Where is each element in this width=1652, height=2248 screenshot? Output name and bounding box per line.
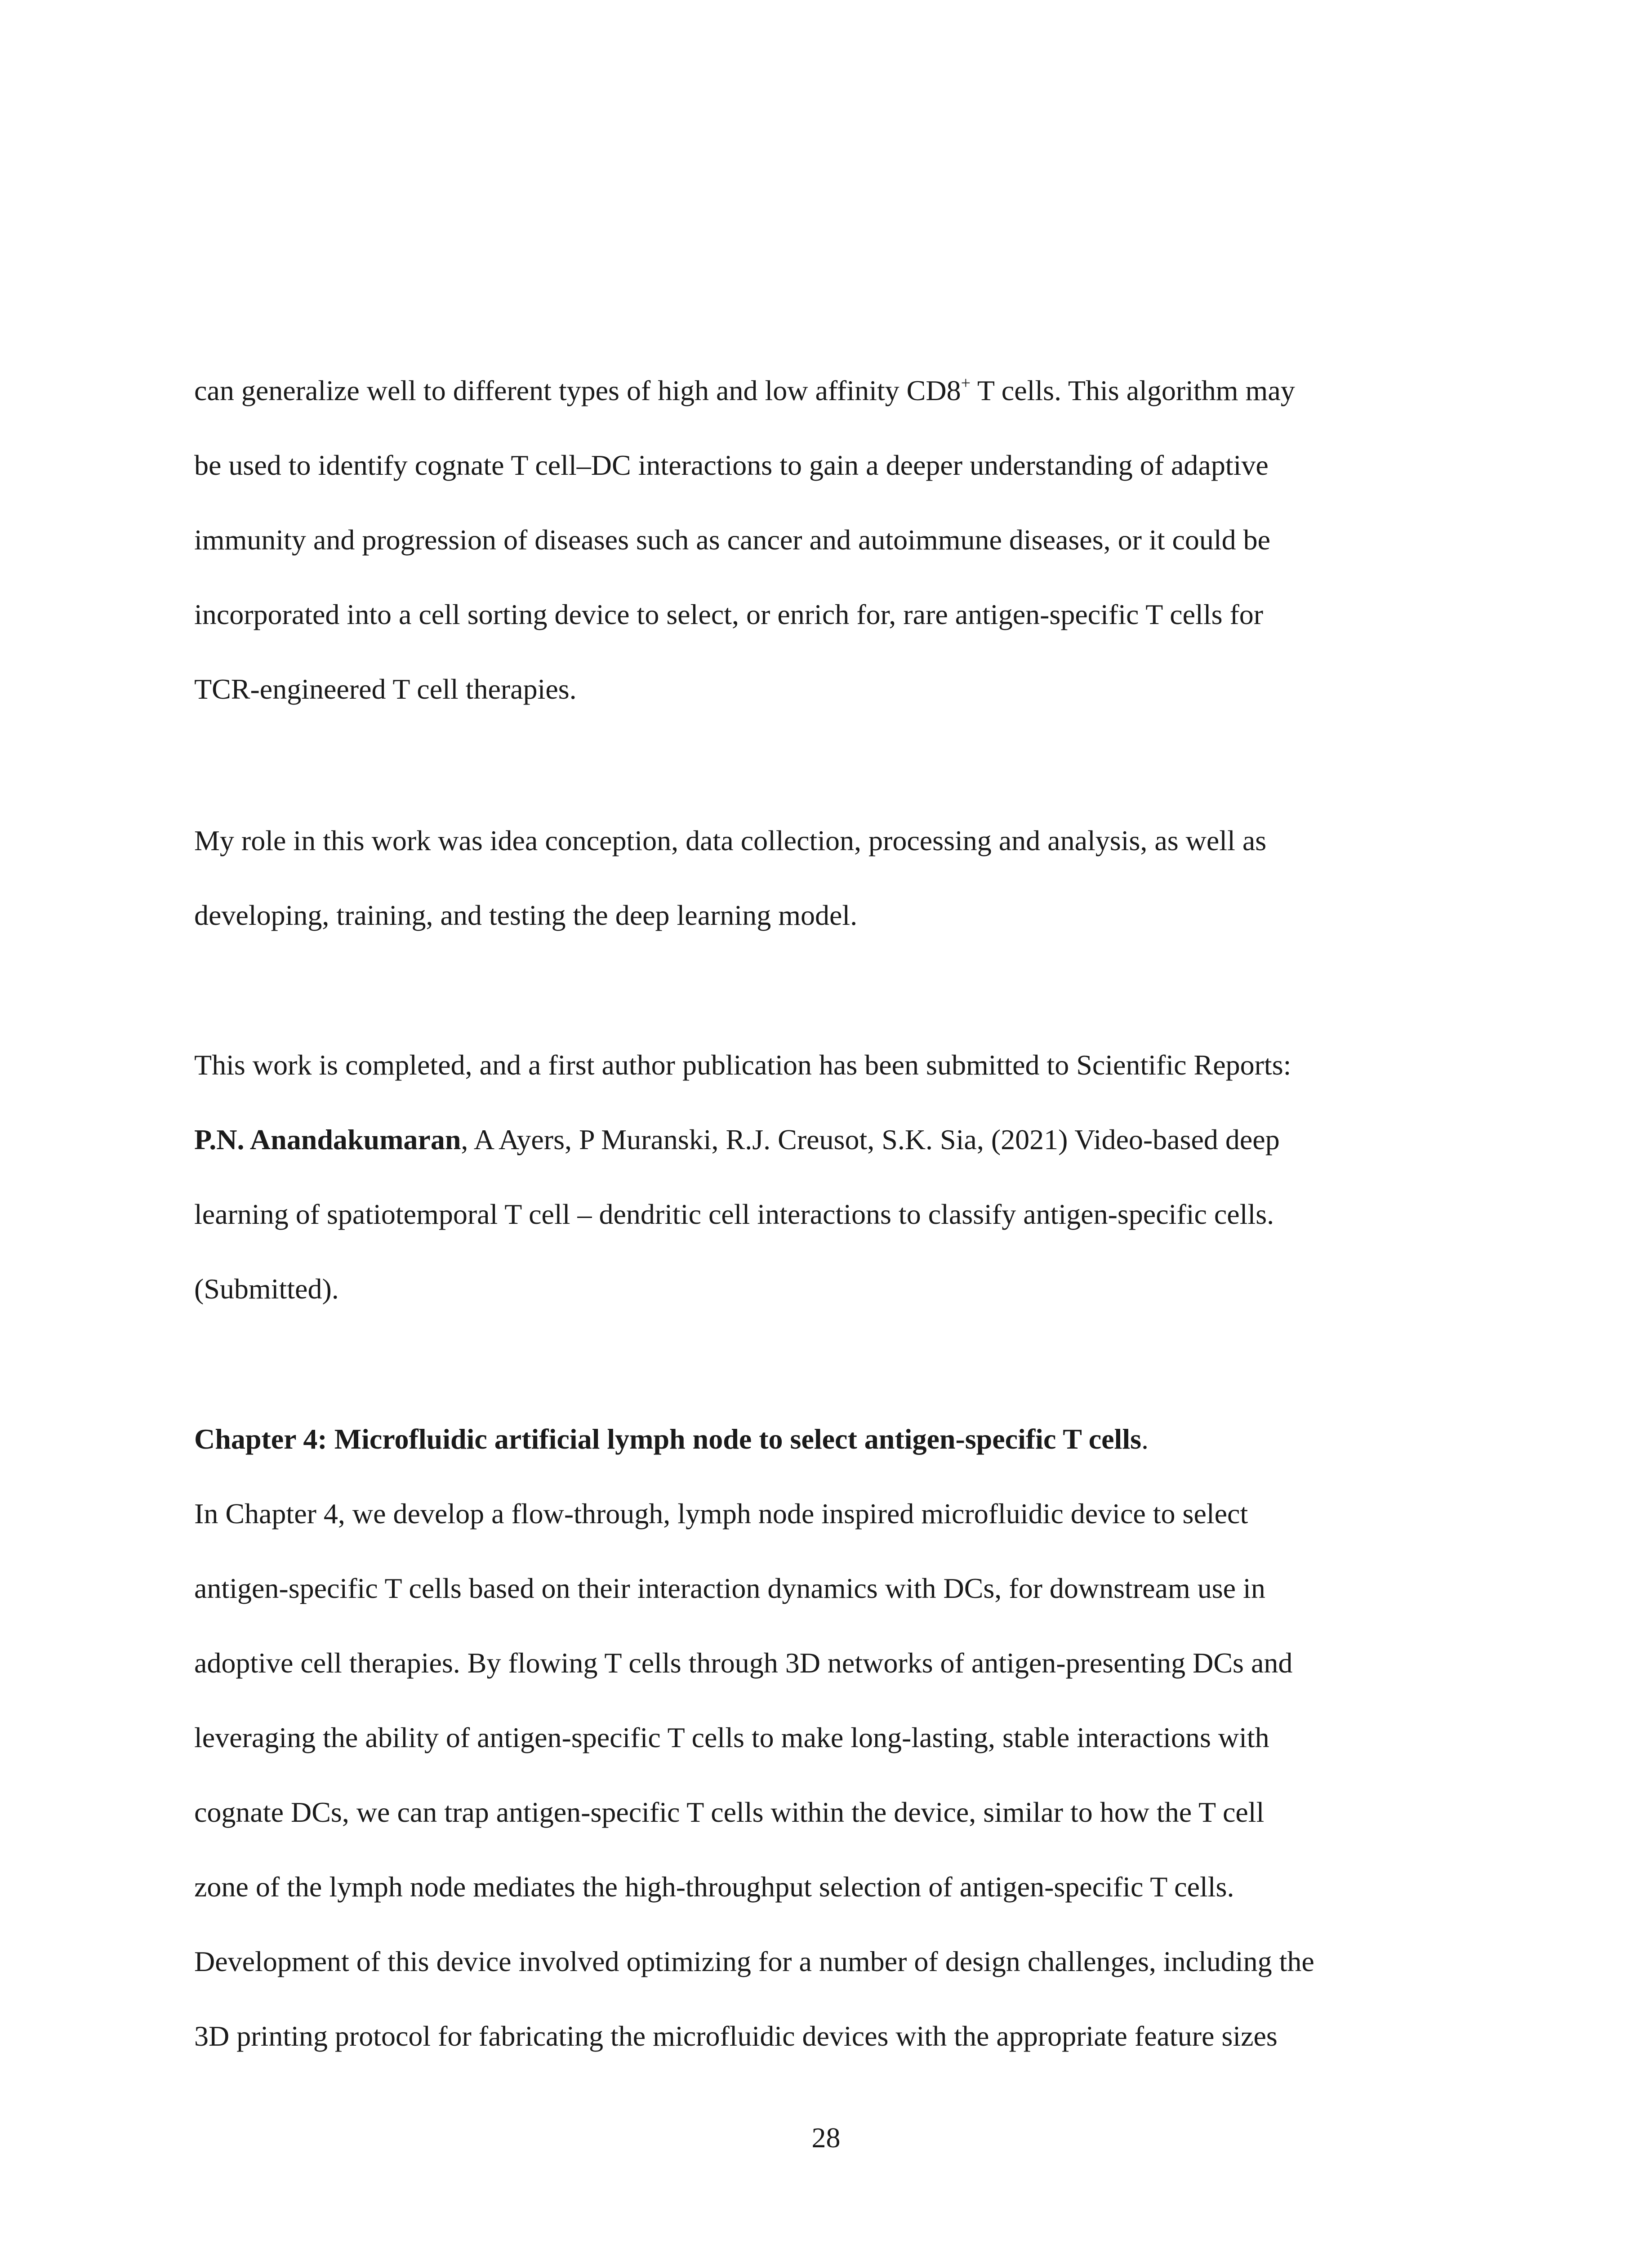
text-line: In Chapter 4, we develop a flow-through, lymph node inspired microfluidic device to select [194, 1498, 1248, 1530]
text-line: cognate DCs, we can trap antigen-specific T cells within the device, similar to how the T cell [194, 1796, 1265, 1828]
text-line: developing, training, and testing the deep learning model. [194, 899, 858, 931]
text-line: zone of the lymph node mediates the high-throughput selection of antigen-specific T cells. [194, 1871, 1234, 1903]
chapter-heading: Chapter 4: Microfluidic artificial lymph node to select antigen-specific T cells. [194, 1423, 1149, 1455]
text-line: can generalize well to different types of high and low affinity CD8+ T cells. This algorithm may [194, 374, 1295, 406]
page-number: 28 [811, 2122, 841, 2154]
text-line: learning of spatiotemporal T cell – dendritic cell interactions to classify antigen-specific cells. [194, 1198, 1274, 1230]
paragraph-my-role [194, 803, 1462, 953]
text-line: incorporated into a cell sorting device to select, or enrich for, rare antigen-specific T cells for [194, 598, 1264, 630]
text-line: This work is completed, and a first author publication has been submitted to Scientific Reports: [194, 1049, 1291, 1081]
superscript-plus: + [961, 374, 971, 393]
text-line: antigen-specific T cells based on their interaction dynamics with DCs, for downstream use in [194, 1572, 1265, 1604]
text-line: TCR-engineered T cell therapies. [194, 673, 577, 705]
paragraph-algorithm-summary [194, 353, 1462, 727]
text-line: 3D printing protocol for fabricating the microfluidic devices with the appropriate feature sizes [194, 2020, 1278, 2052]
paragraph-chapter-4 [194, 1476, 1462, 2074]
text-line: (Submitted). [194, 1273, 339, 1305]
text-line: immunity and progression of diseases such as cancer and autoimmune diseases, or it could be [194, 524, 1271, 556]
section-chapter-4 [194, 1402, 1462, 1476]
text-line: adoptive cell therapies. By flowing T cells through 3D networks of antigen-presenting DCs and [194, 1647, 1293, 1679]
text-line: Development of this device involved optimizing for a number of design challenges, including the [194, 1945, 1314, 1977]
text-line: leveraging the ability of antigen-specific T cells to make long-lasting, stable interactions with [194, 1722, 1269, 1753]
text-line: be used to identify cognate T cell–DC interactions to gain a deeper understanding of adaptive [194, 449, 1269, 481]
paragraph-publication [194, 1028, 1462, 1326]
text-line: My role in this work was idea conception, data collection, processing and analysis, as well as [194, 825, 1267, 856]
citation-line: P.N. Anandakumaran, A Ayers, P Muranski, R.J. Creusot, S.K. Sia, (2021) Video-based deep [194, 1124, 1280, 1155]
author-name-bold: P.N. Anandakumaran [194, 1124, 461, 1155]
